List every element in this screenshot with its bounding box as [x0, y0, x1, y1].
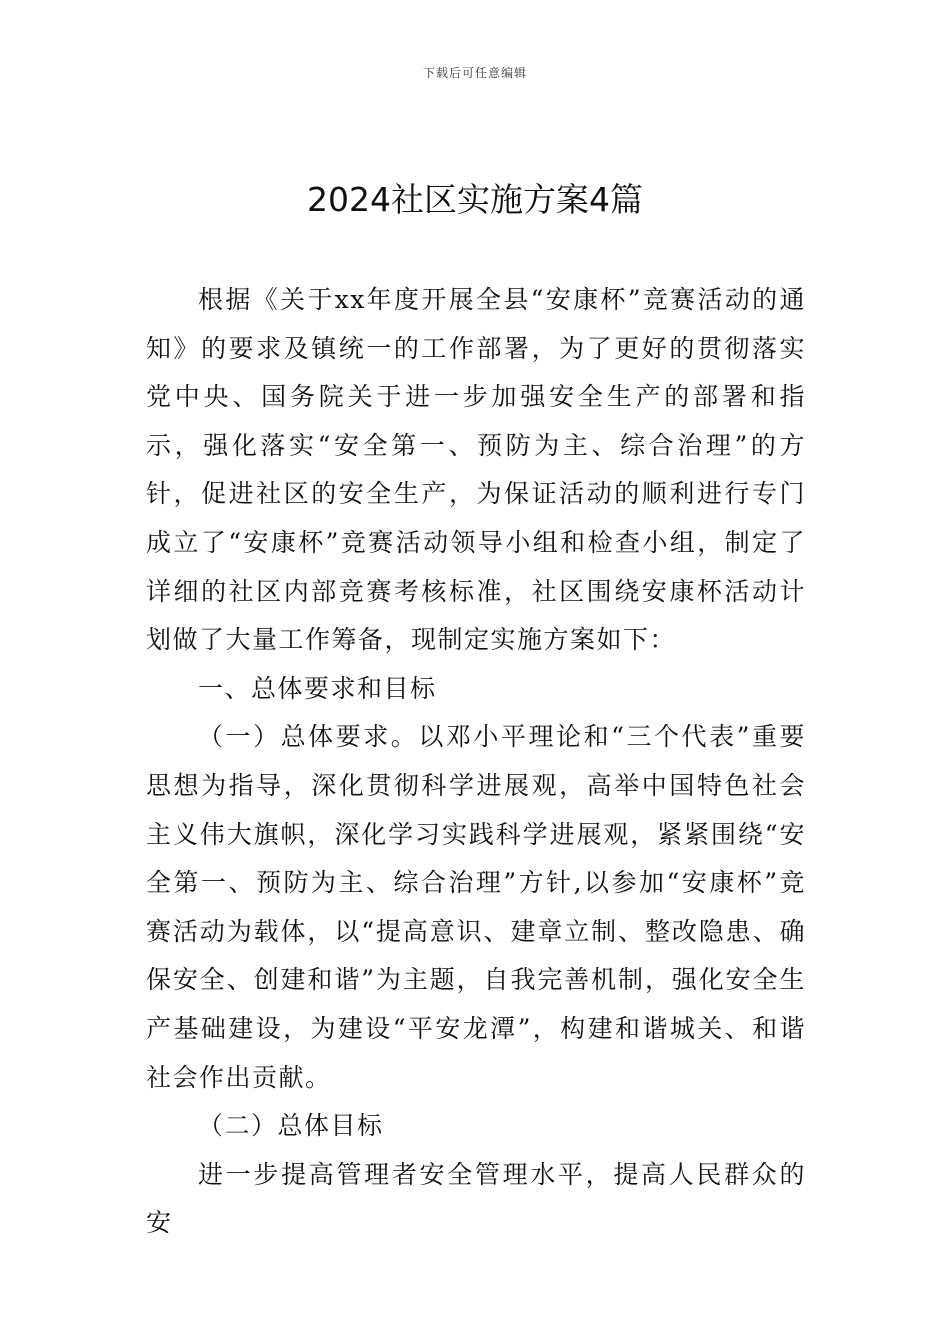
section-heading-1: 一、总体要求和目标	[198, 673, 437, 703]
goals-paragraph: 进一步提高管理者安全管理水平，提高人民群众的安	[146, 1159, 806, 1238]
subsection-requirements-paragraph: （一）总体要求。以邓小平理论和“三个代表”重要思想为指导，深化贯彻科学进展观，高举中国特色社会主义伟大旗帜，深化学习实践科学进展观，紧紧围绕“安全第一、预防为主、综合治理”方针,以参加“安康杯”竞赛活动为载体，以“提高意识、建章立制、整改隐患、确保安全、创建和谐”为主题，自我完善机制，强化安全生产基础建设，为建设“平安龙潭”，构建和谐城关、和谐社会作出贡献。	[146, 722, 806, 1092]
intro-paragraph: 根据《关于xx年度开展全县“安康杯”竞赛活动的通知》的要求及镇统一的工作部署，为了更好的贯彻落实党中央、国务院关于进一步加强安全生产的部署和指示，强化落实“安全第一、预防为主、综合治理”的方针，促进社区的安全生产，为保证活动的顺利进行专门成立了“安康杯”竞赛活动领导小组和检查小组，制定了详细的社区内部竞赛考核标准，社区围绕安康杯活动计划做了大量工作筹备，现制定实施方案如下：	[146, 285, 806, 655]
header-note: 下载后可任意编辑	[422, 66, 527, 80]
document-body	[146, 276, 806, 1248]
document-title: 2024社区实施方案4篇	[307, 180, 643, 219]
subsection-heading-goals: （二）总体目标	[198, 1111, 384, 1141]
